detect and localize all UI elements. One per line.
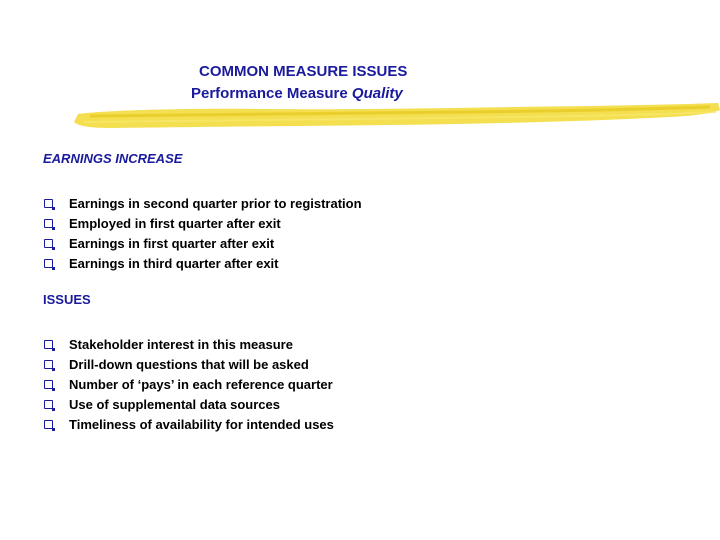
list-item xyxy=(43,334,334,354)
section-heading-issues: ISSUES xyxy=(43,292,91,307)
list-item xyxy=(43,394,334,414)
highlighter-stroke xyxy=(70,100,720,132)
square-bullet-icon xyxy=(44,420,53,429)
section-heading-earnings-increase: EARNINGS INCREASE xyxy=(43,151,183,166)
list-item xyxy=(43,233,362,253)
list-item xyxy=(43,193,362,213)
square-bullet-icon xyxy=(44,199,53,208)
square-bullet-icon xyxy=(44,259,53,268)
list-item xyxy=(43,213,362,233)
list-item-text: Employed in first quarter after exit xyxy=(69,215,281,231)
issues-bullet-list xyxy=(43,334,334,434)
list-item-text: Stakeholder interest in this measure xyxy=(69,336,293,352)
list-item-text: Earnings in third quarter after exit xyxy=(69,255,279,271)
square-bullet-icon xyxy=(44,360,53,369)
list-item xyxy=(43,374,334,394)
square-bullet-icon xyxy=(44,380,53,389)
list-item-text: Earnings in second quarter prior to registration xyxy=(69,195,362,211)
slide-title: COMMON MEASURE ISSUES xyxy=(199,63,408,80)
list-item xyxy=(43,354,334,374)
square-bullet-icon xyxy=(44,219,53,228)
earnings-bullet-list xyxy=(43,193,362,273)
list-item-text: Use of supplemental data sources xyxy=(69,396,280,412)
list-item-text: Timeliness of availability for intended uses xyxy=(69,416,334,432)
list-item-text: Number of ‘pays’ in each reference quarter xyxy=(69,376,333,392)
subtitle-italic: Quality xyxy=(351,85,403,102)
subtitle-plain: Performance Measure xyxy=(191,85,348,102)
list-item-text: Earnings in first quarter after exit xyxy=(69,235,275,251)
square-bullet-icon xyxy=(44,400,53,409)
square-bullet-icon xyxy=(44,239,53,248)
list-item xyxy=(43,253,362,273)
list-item xyxy=(43,414,334,434)
square-bullet-icon xyxy=(44,340,53,349)
list-item-text: Drill-down questions that will be asked xyxy=(69,356,309,372)
